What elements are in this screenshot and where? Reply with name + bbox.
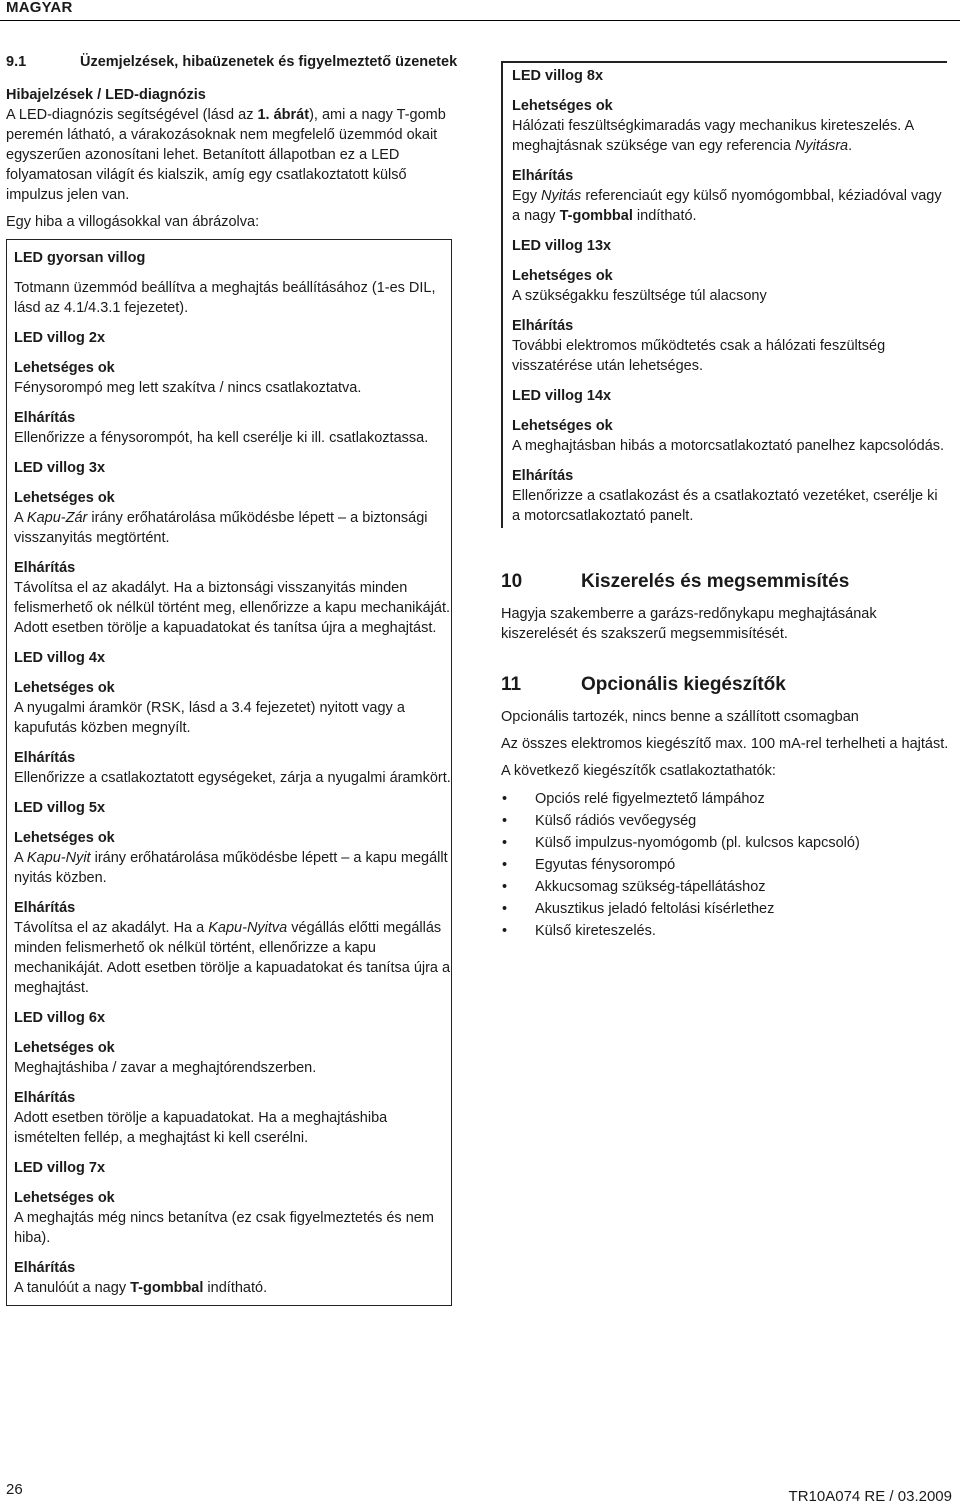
left-column (6, 52, 458, 1306)
led5-fix: Távolítsa el az akadályt. Ha a Kapu-Nyitva végállás előtti megállás minden felismerhető ok nélkül történt, ellenőrizze a kapu mechanikáját. Adott esetben törölje a kapuadatokat és tanítsa újra a meghajtást. (14, 920, 451, 996)
section-title: Opcionális kiegészítők (581, 674, 786, 695)
led2-title: LED villog 2x (14, 330, 106, 346)
section-number: 11 (501, 674, 522, 695)
cause-label: Lehetséges ok (14, 1040, 115, 1056)
page-header (0, 0, 960, 21)
cause-label: Lehetséges ok (14, 1190, 115, 1206)
list-item: • Külső kireteszelés. (501, 920, 953, 942)
led5-cause: A Kapu-Nyit irány erőhatárolása működésbe lépett – a kapu megállt nyitás közben. (14, 850, 448, 886)
list-item: • Egyutas fénysorompó (501, 854, 953, 876)
list-item: • Külső impulzus-nyomógomb (pl. kulcsos kapcsoló) (501, 832, 953, 854)
fix-label: Elhárítás (14, 900, 76, 916)
cause-label: Lehetséges ok (14, 830, 115, 846)
led14-cause: A meghajtásban hibás a motorcsatlakoztató panelhez kapcsolódás. (512, 438, 945, 454)
section-number: 9.1 (6, 54, 27, 70)
section-10-text: Hagyja szakemberre a garázs-redőnykapu meghajtásának kiszerelését és szakszerű megsemmisítését. (501, 606, 877, 642)
led7-cause: A meghajtás még nincs betanítva (ez csak figyelmeztetés és nem hiba). (14, 1210, 434, 1246)
intro-paragraph-2: Egy hiba a villogásokkal van ábrázolva: (6, 214, 260, 230)
led3-fix: Távolítsa el az akadályt. Ha a biztonsági visszanyitás minden felismerhető ok nélkül történt meg, ellenőrizze a kapu mechanikáját. Adott esetben törölje a kapuadatokat és tanítsa újra a meghajtást. (14, 580, 451, 636)
led3-title: LED villog 3x (14, 460, 106, 476)
led6-title: LED villog 6x (14, 1010, 106, 1026)
led13-fix: További elektromos működtetés csak a hálózati feszültség visszatérése után lehetséges. (512, 338, 886, 374)
list-item: • Akkucsomag szükség-tápellátáshoz (501, 876, 953, 898)
fix-label: Elhárítás (14, 750, 76, 766)
led8-title: LED villog 8x (512, 68, 604, 84)
fix-label: Elhárítás (14, 410, 76, 426)
section-9-1-heading (6, 52, 458, 72)
section-11-text-1: Opcionális tartozék, nincs benne a szállított csomagban (501, 709, 859, 725)
section-11-text-3: A következő kiegészítők csatlakoztathatók: (501, 763, 776, 779)
led2-fix: Ellenőrizze a fénysorompót, ha kell cserélje ki ill. csatlakoztassa. (14, 430, 429, 446)
language-label: MAGYAR (6, 0, 73, 16)
led-codes-box (6, 239, 452, 1306)
page-number: 26 (6, 1481, 23, 1498)
section-11-text-2: Az összes elektromos kiegészítő max. 100 mA-rel terhelheti a hajtást. (501, 736, 949, 752)
cause-label: Lehetséges ok (14, 360, 115, 376)
section-10-heading (501, 570, 953, 594)
subheading: Hibajelzések / LED-diagnózis (6, 87, 206, 103)
led2-cause: Fénysorompó meg lett szakítva / nincs csatlakoztatva. (14, 380, 362, 396)
led14-fix: Ellenőrizze a csatlakozást és a csatlakoztató vezetéket, cserélje ki a motorcsatlakoztató panelt. (512, 488, 938, 524)
led-codes-box-continued (501, 66, 947, 526)
led4-cause: A nyugalmi áramkör (RSK, lásd a 3.4 fejezetet) nyitott vagy a kapufutás közben megnyílt. (14, 700, 405, 736)
section-title: Üzemjelzések, hibaüzenetek és figyelmeztető üzenetek (80, 54, 458, 70)
fix-label: Elhárítás (512, 318, 574, 334)
fix-label: Elhárítás (512, 468, 574, 484)
document-code: TR10A074 RE / 03.2009 (788, 1488, 952, 1505)
right-column (501, 62, 953, 942)
led6-fix: Adott esetben törölje a kapuadatokat. Ha a meghajtáshiba ismételten fellép, a meghajtást ki kell cserélni. (14, 1110, 388, 1146)
led7-title: LED villog 7x (14, 1160, 106, 1176)
led13-title: LED villog 13x (512, 238, 612, 254)
led7-fix: A tanulóút a nagy T-gombbal indítható. (14, 1280, 268, 1296)
section-11-heading (501, 673, 953, 697)
intro-paragraph: A LED-diagnózis segítségével (lásd az 1. ábrát), ami a nagy T-gomb peremén látható, a várakozásoknak nem megfelelő üzemmód okait egyszerűen azonosítani lehet. Betanított állapotban ez a LED folyamatosan világít és kialszik, amíg egy csatlakoztatott külső impulzus jelen van. (6, 107, 446, 203)
cause-label: Lehetséges ok (14, 680, 115, 696)
list-item: • Opciós relé figyelmeztető lámpához (501, 788, 953, 810)
figure-ref: 1. ábrát (257, 107, 310, 123)
cause-label: Lehetséges ok (512, 268, 613, 284)
led-fast-text: Totmann üzemmód beállítva a meghajtás beállításához (1-es DIL, lásd az 4.1/4.3.1 fejezetet). (14, 280, 436, 316)
accessories-list (501, 788, 953, 942)
fix-label: Elhárítás (14, 560, 76, 576)
fix-label: Elhárítás (14, 1260, 76, 1276)
cause-label: Lehetséges ok (512, 418, 613, 434)
led4-fix: Ellenőrizze a csatlakoztatott egységeket, zárja a nyugalmi áramkört. (14, 770, 451, 786)
led5-title: LED villog 5x (14, 800, 106, 816)
led-fast-title: LED gyorsan villog (14, 250, 146, 266)
list-item: • Külső rádiós vevőegység (501, 810, 953, 832)
fix-label: Elhárítás (14, 1090, 76, 1106)
list-item: • Akusztikus jeladó feltolási kísérlethez (501, 898, 953, 920)
cause-label: Lehetséges ok (14, 490, 115, 506)
led3-cause: A Kapu-Zár irány erőhatárolása működésbe lépett – a biztonsági visszanyitás megtörtént. (14, 510, 428, 546)
led8-fix: Egy Nyitás referenciaút egy külső nyomógombbal, kéziadóval vagy a nagy T-gombbal indítható. (512, 188, 942, 224)
fix-label: Elhárítás (512, 168, 574, 184)
cause-label: Lehetséges ok (512, 98, 613, 114)
led14-title: LED villog 14x (512, 388, 612, 404)
led13-cause: A szükségakku feszültsége túl alacsony (512, 288, 767, 304)
led6-cause: Meghajtáshiba / zavar a meghajtórendszerben. (14, 1060, 317, 1076)
led8-cause: Hálózati feszültségkimaradás vagy mechanikus kireteszelés. A meghajtásnak szüksége van egy referencia Nyitásra. (512, 118, 914, 154)
led4-title: LED villog 4x (14, 650, 106, 666)
section-title: Kiszerelés és megsemmisítés (581, 571, 850, 592)
section-number: 10 (501, 571, 523, 592)
